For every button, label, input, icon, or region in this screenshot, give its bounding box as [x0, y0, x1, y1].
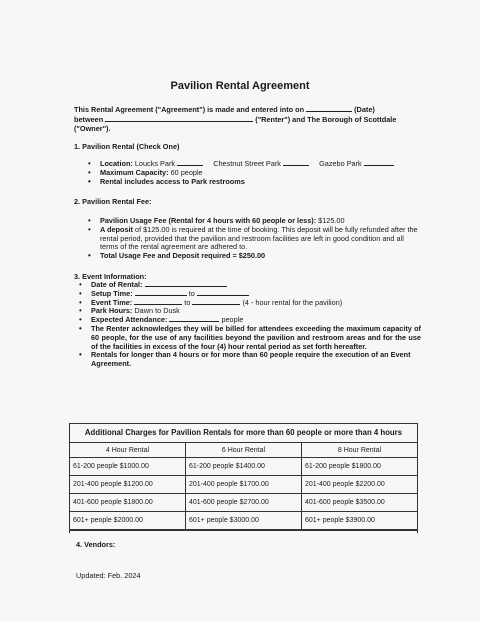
- table-underline: [69, 531, 418, 533]
- attendance-item: • Expected Attendance: people: [75, 316, 421, 325]
- park-hours-item: • Park Hours: Dawn to Dusk: [75, 307, 421, 316]
- renter-blank[interactable]: [105, 121, 253, 122]
- section1-list: [84, 160, 424, 186]
- section3-heading: 3. Event Information:: [74, 272, 147, 281]
- table-cell: 201-400 people $1200.00: [70, 476, 186, 494]
- table-header-cell: 6 Hour Rental: [186, 443, 302, 458]
- section3-list: [75, 281, 421, 369]
- date-blank[interactable]: [306, 111, 352, 112]
- total-item: • Total Usage Fee and Deposit required = $250.00: [84, 252, 419, 261]
- gazebo-park-checkbox[interactable]: [364, 165, 394, 166]
- page-title: Pavilion Rental Agreement: [170, 80, 310, 92]
- table-cell: 601+ people $3900.00: [302, 512, 417, 530]
- event-time-item: • Event Time: to (4 - hour rental for the pavilion): [75, 299, 421, 308]
- intro-line-2: between ("Renter") and The Borough of Scottdale: [74, 114, 397, 124]
- over4-item: • Rentals for longer than 4 hours or for more than 60 people require the execution of an Event Agreement.: [75, 351, 421, 369]
- restrooms-item: • Rental includes access to Park restrooms: [84, 178, 424, 187]
- table-title: Additional Charges for Pavilion Rentals for more than 60 people or more than 4 hours: [70, 424, 417, 443]
- capacity-item: • Maximum Capacity: 60 people: [84, 169, 424, 178]
- table-cell: 601+ people $2000.00: [70, 512, 186, 530]
- table-cell: 61-200 people $1000.00: [70, 458, 186, 476]
- table-cell: 601+ people $3000.00: [186, 512, 302, 530]
- setup-time-item: • Setup Time: to: [75, 290, 421, 299]
- table-header-cell: 4 Hour Rental: [70, 443, 186, 458]
- acknowledge-item: • The Renter acknowledges they will be billed for attendees exceeding the maximum capacity of 60 people, for the use of any facilities beyond the pavilion and restroom areas and for the use of the facilities in excess of the four (4) hour rental period as set forth hereafter.: [75, 325, 421, 351]
- footer-updated: Updated: Feb. 2024: [76, 571, 141, 580]
- table-cell: 61-200 people $1800.00: [302, 458, 417, 476]
- table-cell: 401-600 people $3500.00: [302, 494, 417, 512]
- event-start-field[interactable]: [134, 304, 182, 305]
- section2-list: [84, 217, 419, 261]
- fee-item: • Pavilion Usage Fee (Rental for 4 hours with 60 people or less): $125.00: [84, 217, 419, 226]
- table-grid: [70, 443, 417, 530]
- attendance-field[interactable]: [169, 321, 219, 322]
- section4-heading: 4. Vendors:: [76, 540, 116, 549]
- section1-heading: 1. Pavilion Rental (Check One): [74, 142, 180, 151]
- intro-paragraph: [74, 105, 414, 134]
- event-end-field[interactable]: [192, 304, 240, 305]
- section2-heading: 2. Pavilion Rental Fee:: [74, 197, 152, 206]
- location-item: • Location: Loucks Park Chestnut Street Park Gazebo Park: [84, 160, 424, 169]
- date-of-rental-field[interactable]: [145, 286, 227, 287]
- chestnut-street-park-checkbox[interactable]: [283, 165, 309, 166]
- setup-end-field[interactable]: [197, 295, 249, 296]
- table-cell: 401-600 people $2700.00: [186, 494, 302, 512]
- intro-line-1: This Rental Agreement ("Agreement") is made and entered into on (Date): [74, 105, 375, 114]
- deposit-item: • A deposit of $125.00 is required at the time of booking. This deposit will be fully refunded after the rental period, provided that the pavilion and restroom facilities are left in good condition and all terms of the rental agreement are adhered to.: [84, 226, 419, 252]
- table-cell: 61-200 people $1400.00: [186, 458, 302, 476]
- setup-start-field[interactable]: [135, 295, 187, 296]
- intro-line-3: ("Owner").: [74, 124, 111, 133]
- table-header-cell: 8 Hour Rental: [302, 443, 417, 458]
- table-cell: 201-400 people $2200.00: [302, 476, 417, 494]
- loucks-park-checkbox[interactable]: [177, 165, 203, 166]
- additional-charges-table: [69, 423, 418, 531]
- date-of-rental-item: • Date of Rental:: [75, 281, 421, 290]
- table-cell: 201-400 people $1700.00: [186, 476, 302, 494]
- table-cell: 401-600 people $1800.00: [70, 494, 186, 512]
